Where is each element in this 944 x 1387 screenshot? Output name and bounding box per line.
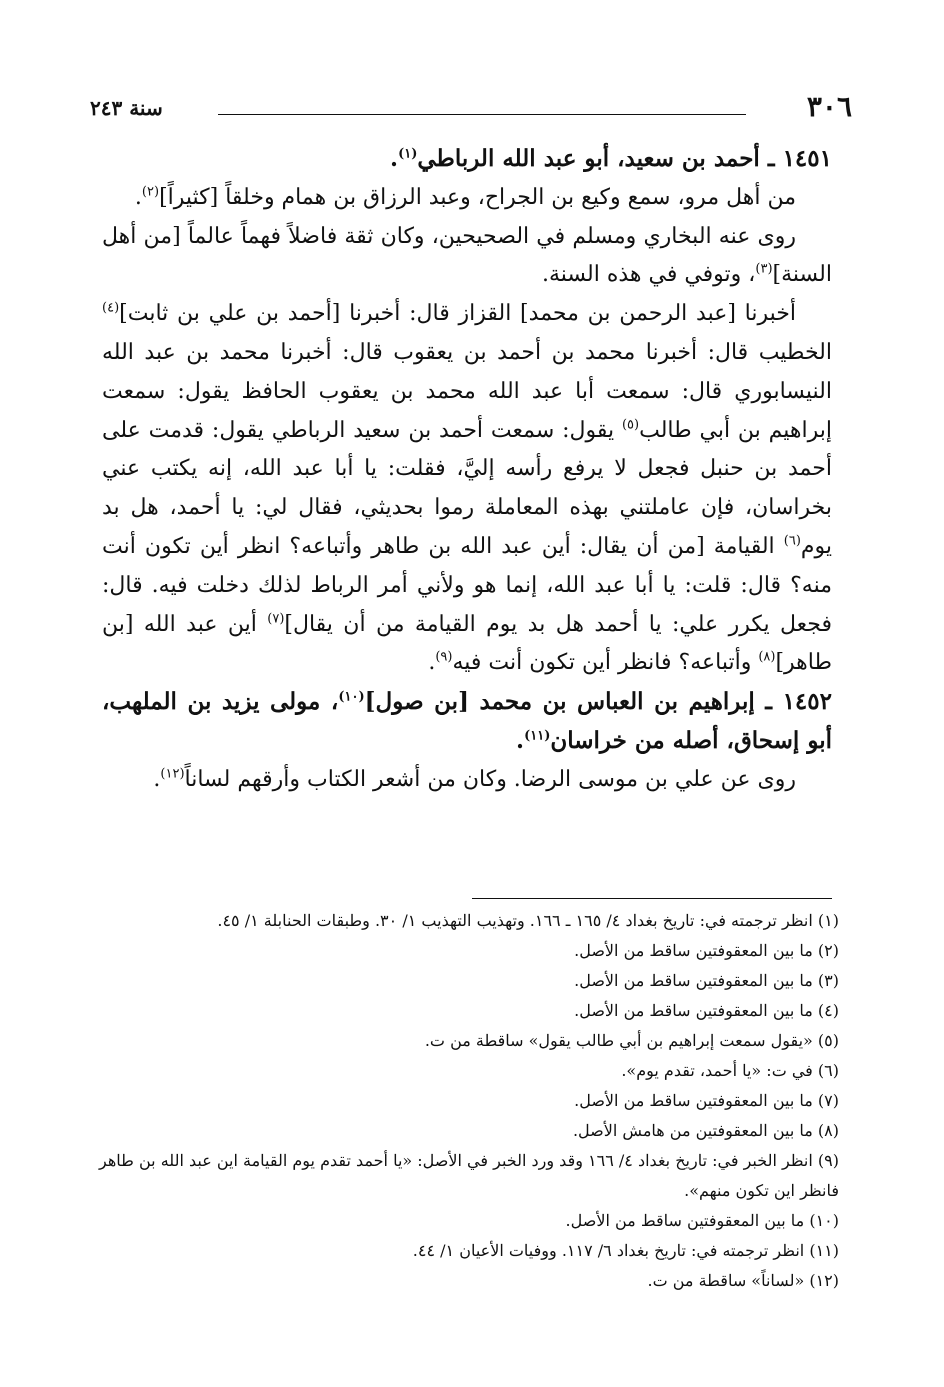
footnote: (٢) ما بين المعقوفتين ساقط من الأصل. [574,941,839,960]
header-rule [218,114,746,115]
footnote: (٦) في ت: «يا أحمد، تقدم يوم». [621,1061,839,1080]
footnote-ref: (٨) [758,650,776,666]
footnote-ref: (١٢) [160,766,185,782]
footnote-ref: (١٠) [338,689,365,705]
entry-1451-heading: ١٤٥١ ـ أحمد بن سعيد، أبو عبد الله الرباطي$^{(١)}$. [390,145,832,172]
main-text [102,140,832,800]
entry-1452-paragraph-1: روى عن علي بن موسى الرضا. وكان من أشعر الكتاب وأرقهم لساناً$^{(١٢)}$. [153,766,796,792]
footnote: (١٠) ما بين المعقوفتين ساقط من الأصل. [565,1211,839,1230]
footnote: (٣) ما بين المعقوفتين ساقط من الأصل. [574,971,839,990]
page-header [82,88,852,128]
running-head-year: سنة ٢٤٣ [90,96,163,120]
footnote: (٨) ما بين المعقوفتين من هامش الأصل. [572,1121,839,1140]
footnote-ref: (٦) [783,533,801,549]
footnote: (٥) «يقول سمعت إبراهيم بن أبي طالب يقول» ساقطة من ت. [424,1031,839,1050]
footnote-ref: (٢) [141,184,160,200]
entry-1451-paragraph-1: من أهل مرو، سمع وكيع بن الجراح، وعبد الرزاق بن همام وخلقاً [كثيراً]$^{(٢)}$. [134,184,796,210]
footnote: (٩) انظر الخبر في: تاريخ بغداد ٤/ ١٦٦ وقد ورد الخبر في الأصل: «يا أحمد تقدم يوم القيامة اين عبد الله بن طاهر فانظر اين تكون منهم». [99,1151,839,1200]
page-number: ٣٠٦ [806,90,852,123]
footnote-ref: (٤) [102,300,120,316]
footnote: (١٢) «لساناً» ساقطة من ت. [647,1271,839,1290]
footnote-ref: (٣) [755,262,773,278]
footnote: (٤) ما بين المعقوفتين ساقط من الأصل. [574,1001,839,1020]
footnote-separator [472,898,832,899]
footnote: (١) انظر ترجمته في: تاريخ بغداد ٤/ ١٦٥ ـ ١٦٦. وتهذيب التهذيب ١/ ٣٠. وطبقات الحنابلة ١/ ٤٥. [217,911,839,930]
entry-1451-paragraph-3: أخبرنا [عبد الرحمن بن محمد] القزاز قال: أخبرنا [أحمد بن علي بن ثابت]$^{(٤)}$ الخطيب قال: أخبرنا محمد بن أحمد بن يعقوب قال: أخبرنا محمد بن عبد الله النيسابوري قال: سمعت أبا عبد الله محمد بن يعقوب الحافظ يقول: سمعت إبراهيم بن أبي طالب$^{(٥)}$ يقول: سمعت أحمد بن سعيد الرباطي يقول: قدمت على أحمد بن حنبل فجعل لا يرفع رأسه إليَّ، فقلت: يا أبا عبد الله، إنه يكتب عني بخراسان، فإن عاملتني بهذه المعاملة رموا بحديثي، فقال لي: يا أحمد، هل بد يوم$^{(٦)}$ القيامة [من أن يقال: أين عبد الله بن طاهر وأتباعه؟ انظر أين تكون أنت منه؟ قال: قلت: يا أبا عبد الله، إنما هو ولأني أمر الرباط لذلك دخلت فيه. قال: فجعل يكرر علي: يا أحمد هل بد يوم القيامة من أن يقال]$^{(٧)}$ أين عبد الله [بن طاهر]$^{(٨)}$ وأتباعه؟ فانظر أين تكون أنت فيه$^{(٩)}$. [102,300,832,676]
footnote: (١١) انظر ترجمته في: تاريخ بغداد ٦/ ١١٧. ووفيات الأعيان ١/ ٤٤. [412,1241,839,1260]
footnote-ref: (٧) [267,611,285,627]
entry-1452-heading: ١٤٥٢ ـ إبراهيم بن العباس بن محمد [بن صول]$^{(١٠)}$، مولى يزيد بن الملهب، أبو إسحاق، أصله من خراسان$^{(١١)}$. [102,688,832,754]
footnote-ref: (٥) [621,417,640,433]
footnote-ref: (١) [398,146,418,162]
footnote-ref: (٩) [435,650,453,666]
footnote-ref: (١١) [524,728,551,744]
footnotes [94,906,839,1296]
entry-1451-paragraph-2: روى عنه البخاري ومسلم في الصحيحين، وكان ثقة فاضلاً فهماً عالماً [من أهل السنة]$^{(٣)}$، وتوفي في هذه السنة. [102,223,832,288]
footnote: (٧) ما بين المعقوفتين ساقط من الأصل. [574,1091,839,1110]
